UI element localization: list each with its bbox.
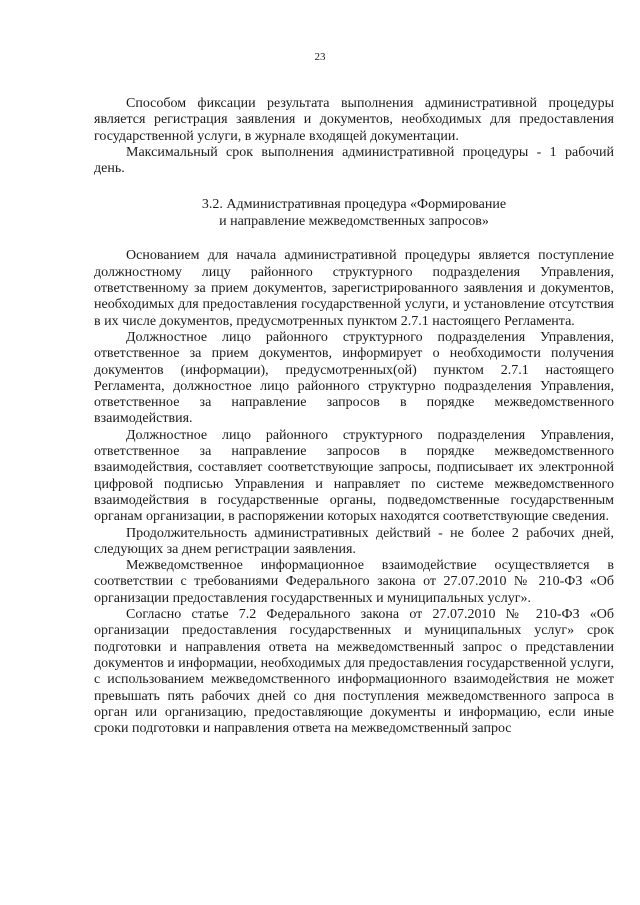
paragraph-interaction: Межведомственное информационное взаимодействие осуществляется в соответствии с требованиями Федерального закона от 27.07.2010 № 210-ФЗ «Об организации предоставления государственных и муниципальных услуг». [94, 558, 614, 606]
paragraph-basis: Основанием для начала административной процедуры является поступление должностному лицу районного структурного подразделения Управления, ответственному за прием документов, зарегистрированного заявления и документов, необходимых для предоставления государственной услуги, и установление отсутствия в их числе документов, предусмотренных пунктом 2.7.1 настоящего Регламента. [94, 248, 614, 329]
paragraph-duration: Продолжительность административных действий - не более 2 рабочих дней, следующих за днем регистрации заявления. [94, 525, 614, 557]
paragraph-max-duration: Максимальный срок выполнения административной процедуры - 1 рабочий день. [94, 144, 614, 177]
paragraph-informing: Должностное лицо районного структурного подразделения Управления, ответственное за прием документов, информирует о необходимости получения документов (информации), предусмотренных(ой) пунктом 2.7.1 настоящего Регламента, должностное лицо районного структурно подразделения Управления, ответственное за направление запросов в порядке межведомственного взаимодействия. [94, 329, 614, 427]
document-body [94, 96, 614, 737]
section-heading-line-1: 3.2. Административная процедура «Формирование [201, 197, 507, 213]
paragraph-requests: Должностное лицо районного структурного подразделения Управления, ответственное за направление запросов в порядке межведомственного взаимодействия, составляет соответствующие запросы, подписывает их электронной цифровой подписью Управления и направляет по системе межведомственного взаимодействия в государственные органы, подведомственные государственным органам организации, в распоряжении которых находятся соответствующие сведения. [94, 427, 614, 525]
section-heading-line-2: и направление межведомственных запросов» [219, 213, 489, 229]
page-number: 23 [314, 51, 326, 63]
section-heading [94, 197, 614, 230]
paragraph-article-7-2: Согласно статье 7.2 Федерального закона от 27.07.2010 № 210-ФЗ «Об организации предоставления государственных и муниципальных услуг» срок подготовки и направления ответа на межведомственный запрос о представлении документов и информации, необходимых для предоставления государственной услуги, с использованием межведомственного информационного взаимодействия не может превышать пять рабочих дней со дня поступления межведомственного запроса в орган или организацию, предоставляющие документы и информацию, если иные сроки подготовки и направления ответа на межведомственный запрос [94, 607, 614, 737]
paragraph-result-fixation: Способом фиксации результата выполнения административной процедуры является регистрация заявления и документов, необходимых для предоставления государственной услуги, в журнале входящей документации. [94, 96, 614, 144]
